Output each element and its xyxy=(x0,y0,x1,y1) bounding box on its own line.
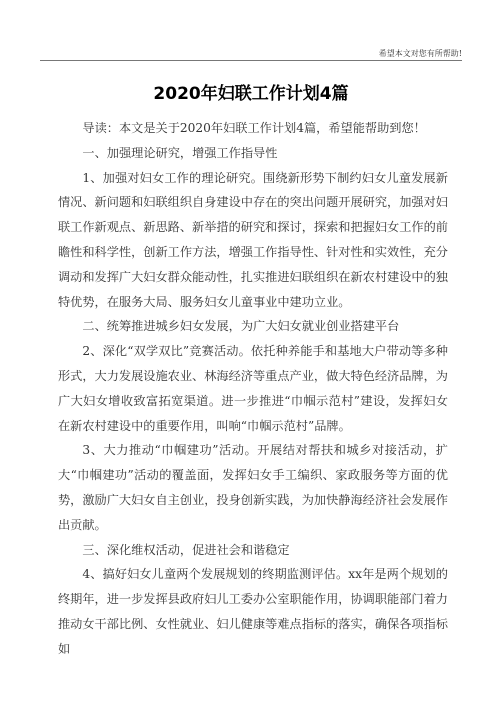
header-note: 希望本文对您有所帮助! xyxy=(378,49,462,58)
section-heading-1: 一、加强理论研究，增强工作指导性 xyxy=(82,145,278,160)
body-paragraph-2: 2、深化“双学双比”竞赛活动。依托种养能手和基地大户带动等多种形式，大力发展设施农业、林海经济等重点产业，做大特色经济品牌，为广大妇女增收致富拓宽渠道。进一步推进“巾帼示范村”建设，发挥妇女在新农村建设中的重要作用，叫响“巾帼示范村”品牌。 xyxy=(58,344,448,433)
section-heading-2: 二、统筹推进城乡妇女发展，为广大妇女就业创业搭建平台 xyxy=(82,319,400,334)
body-paragraph-1: 1、加强对妇女工作的理论研究。围绕新形势下制约妇女儿童发展新情况、新问题和妇联组织自身建设中存在的突出问题开展研究，加强对妇联工作新观点、新思路、新举措的研究和探讨，探索和把握妇女工作的前瞻性和科学性，创新工作方法，增强工作指导性、针对性和实效性，充分调动和发挥广大妇女群众能动性，扎实推进妇联组织在新农村建设中的独特优势，在服务大局、服务妇女儿童事业中建功立业。 xyxy=(58,170,448,309)
body-paragraph-3: 3、大力推动“巾帼建功”活动。开展结对帮扶和城乡对接活动，扩大“巾帼建功”活动的覆盖面，发挥妇女手工编织、家政服务等方面的优势，激励广大妇女自主创业，投身创新实践，为加快静海经济社会发展作出贡献。 xyxy=(58,443,448,532)
body-paragraph-4: 4、搞好妇女儿童两个发展规划的终期监测评估。xx年是两个规划的终期年，进一步发挥县政府妇儿工委办公室职能作用，协调职能部门着力推动女干部比例、女性就业、妇儿健康等难点指标的落实，确保各项指标如 xyxy=(58,567,448,656)
intro-paragraph: 导读：本文是关于2020年妇联工作计划4篇，希望能帮助到您！ xyxy=(82,121,426,135)
document-body xyxy=(58,116,448,662)
section-heading-3: 三、深化维权活动，促进社会和谐稳定 xyxy=(82,542,290,557)
page-header xyxy=(40,0,462,61)
document-title: 2020年妇联工作计划4篇 xyxy=(153,84,349,104)
